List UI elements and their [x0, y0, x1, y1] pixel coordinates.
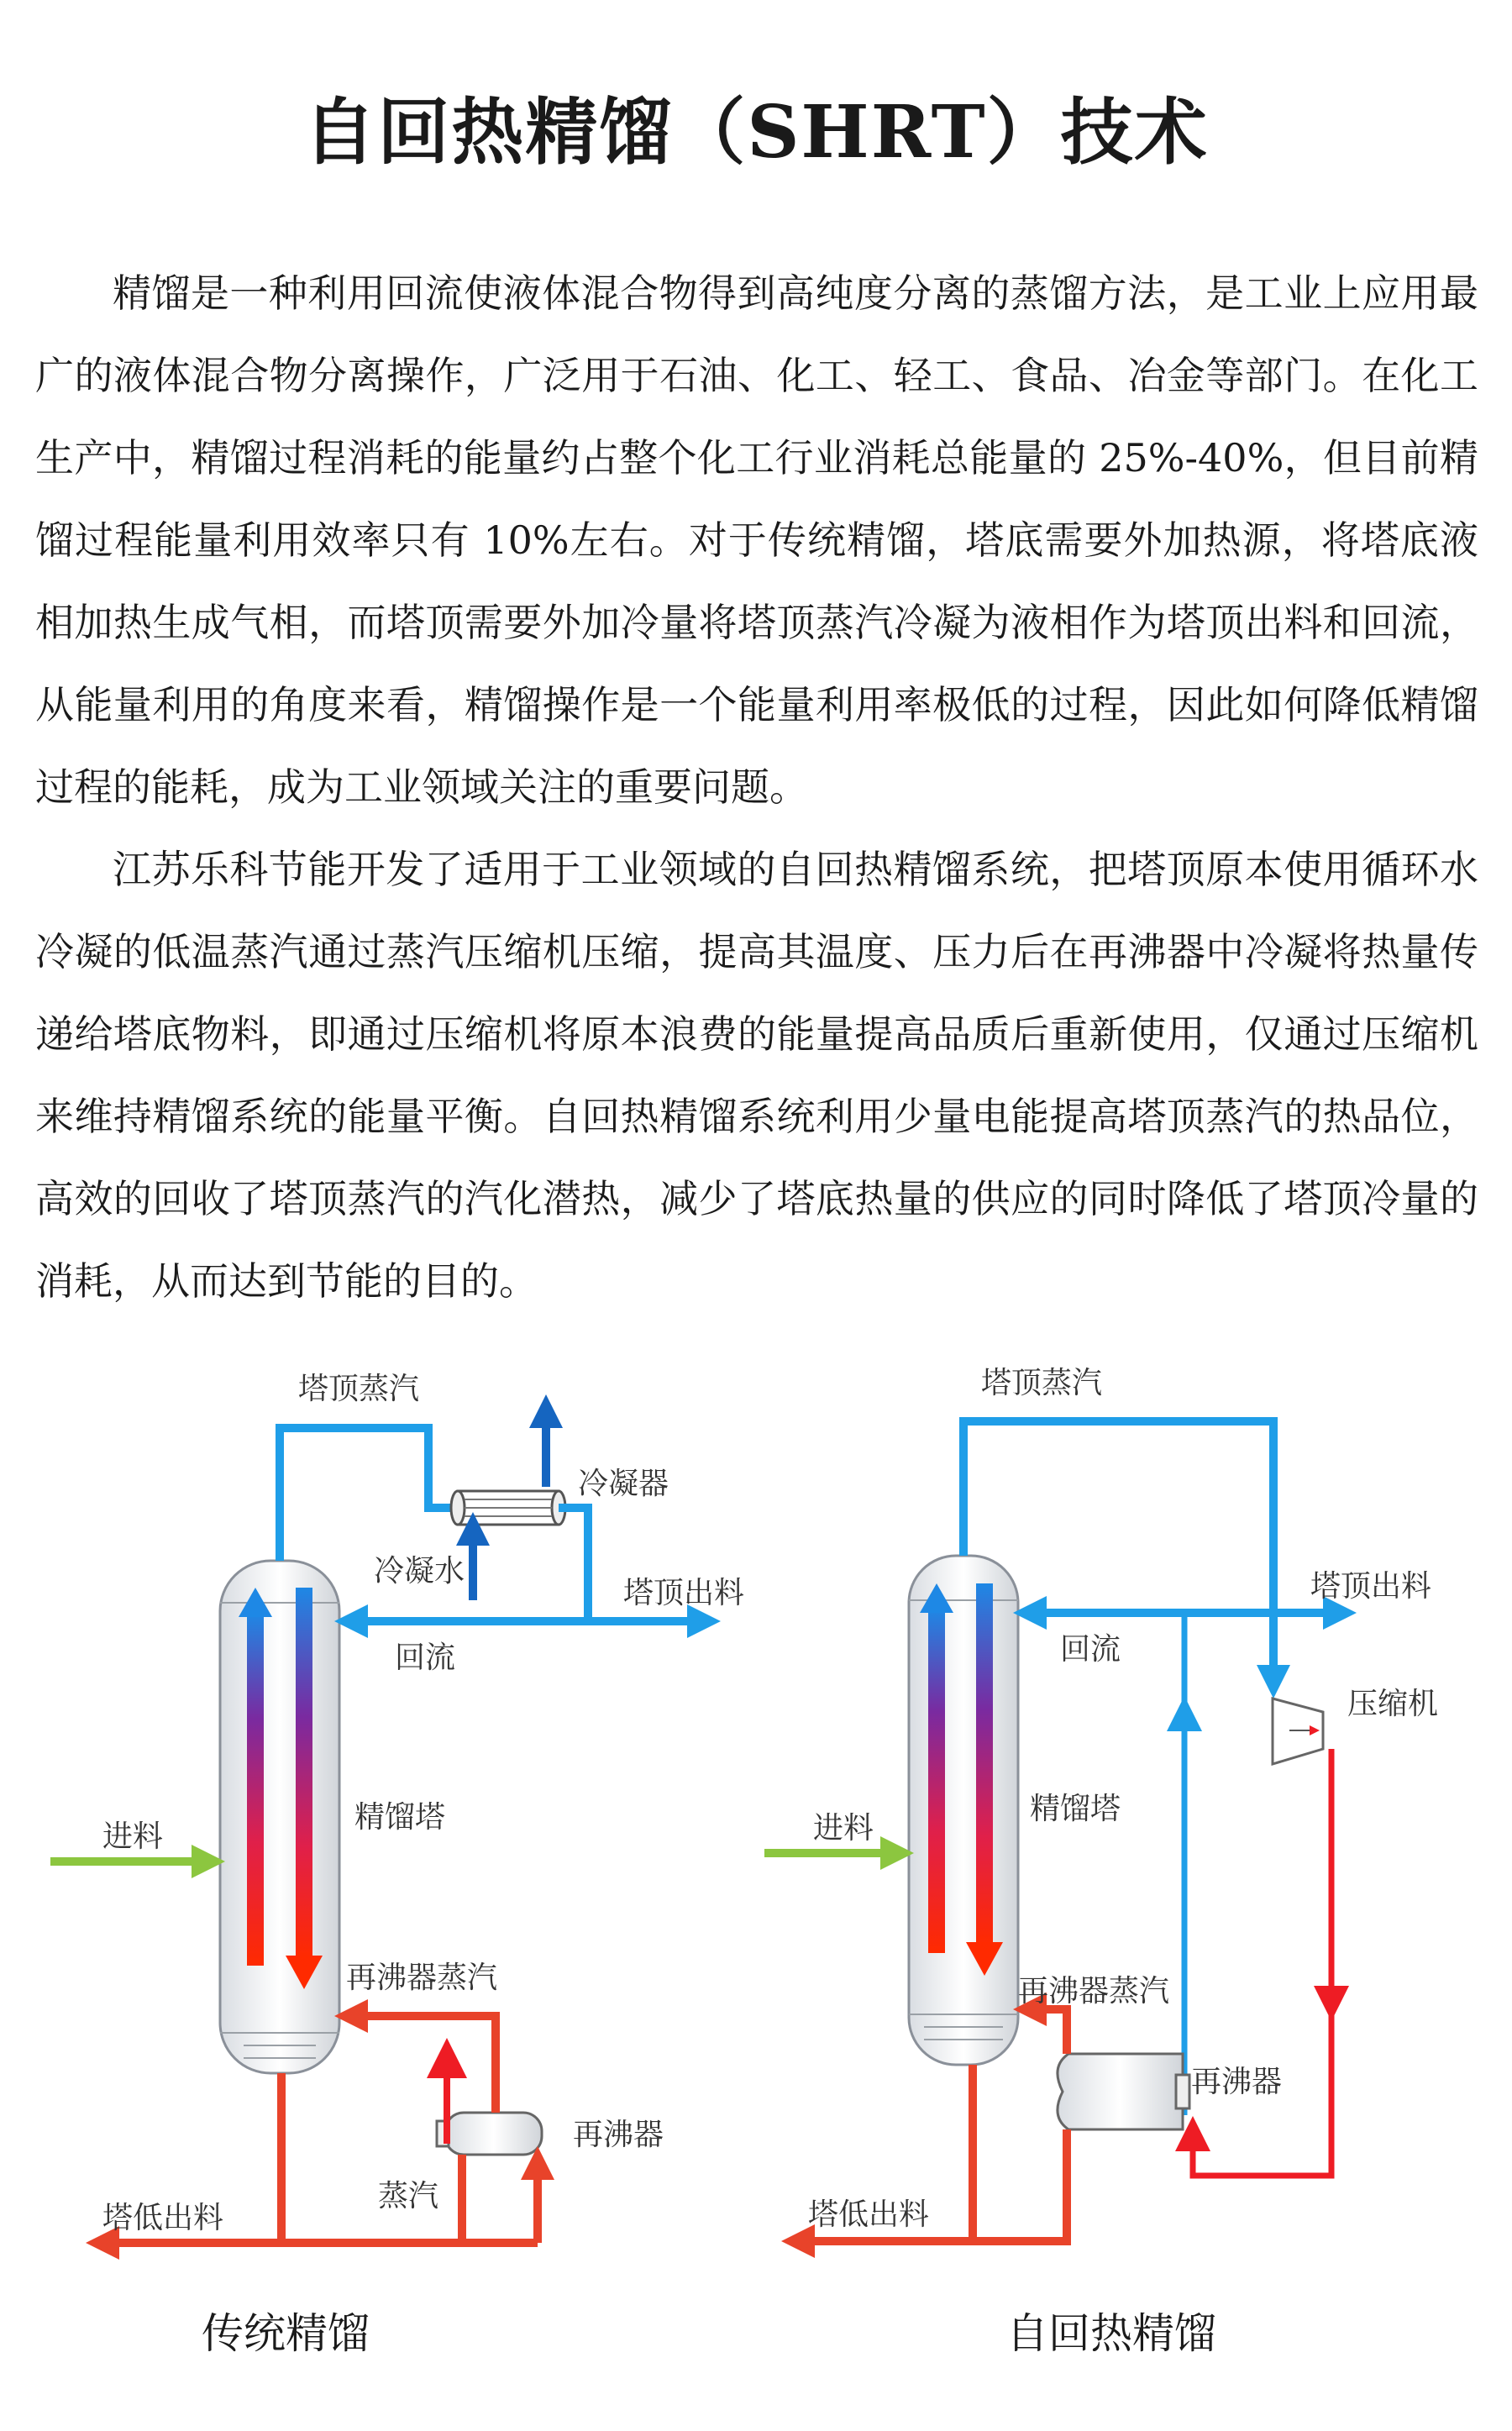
liquid-down-arrow — [296, 1588, 312, 1957]
condenser — [451, 1491, 565, 1525]
column-vessel — [909, 1556, 1018, 2065]
top-vapor-line — [280, 1428, 458, 1561]
vapor-up-arrow — [928, 1609, 945, 1953]
label-reboiler: 再沸器 — [573, 2118, 664, 2152]
body-text — [35, 252, 1478, 1322]
label-bottom-product: 塔低出料 — [808, 2197, 930, 2232]
label-bottom-product: 塔低出料 — [102, 2201, 224, 2235]
paragraph-1: 精馏是一种利用回流使液体混合物得到高纯度分离的蒸馏方法，是工业上应用最广的液体混合物分离操作，广泛用于石油、化工、轻工、食品、冶金等部门。在化工生产中，精馏过程消耗的能量约占整个化工行业消耗总能量的 25%-40%，但目前精馏过程能量利用效率只有 10%左右。对于传统精馏，塔底需要外加热源，将塔底液相加热生成气相，而塔顶需要外加冷量将塔顶蒸汽冷凝为液相作为塔顶出料和回流，从能量利用的角度来看，精馏操作是一个能量利用率极低的过程，因此如何降低精馏过程的能耗，成为工业领域关注的重要问题。 — [35, 270, 1478, 810]
label-reflux: 回流 — [1060, 1632, 1121, 1667]
label-top-product: 塔顶出料 — [623, 1576, 745, 1610]
shrt-diagram — [764, 1366, 1438, 2241]
liquid-down-arrow — [976, 1583, 993, 1945]
traditional-diagram — [50, 1372, 744, 2243]
label-reflux: 回流 — [395, 1641, 456, 1675]
label-top-vapor: 塔顶蒸汽 — [981, 1366, 1103, 1400]
compressor — [1273, 1699, 1323, 1764]
caption-traditional: 传统精馏 — [202, 2309, 370, 2358]
label-reboiler-steam: 再沸器蒸汽 — [346, 1961, 498, 1995]
reboiler-steam-line — [1030, 2009, 1067, 2054]
reboiler — [437, 2113, 542, 2155]
label-reboiler-steam: 再沸器蒸汽 — [1018, 1974, 1170, 2008]
label-column: 精馏塔 — [1030, 1792, 1121, 1826]
process-diagrams — [0, 1336, 1512, 2302]
label-compressor: 压缩机 — [1347, 1687, 1439, 1721]
vapor-up-arrow — [247, 1613, 264, 1966]
label-steam: 蒸汽 — [378, 2179, 439, 2213]
label-condenser: 冷凝器 — [578, 1467, 669, 1501]
caption-shrt: 自回热精馏 — [1006, 2309, 1216, 2358]
page-title: 自回热精馏（SHRT）技术 — [303, 90, 1209, 175]
label-top-product: 塔顶出料 — [1310, 1569, 1432, 1604]
label-reboiler: 再沸器 — [1191, 2065, 1283, 2099]
paragraph-2: 江苏乐科节能开发了适用于工业领域的自回热精馏系统，把塔顶原本使用循环水冷凝的低温蒸汽通过蒸汽压缩机压缩，提高其温度、压力后在再沸器中冷凝将热量传递给塔底物料，即通过压缩机将原本浪费的能量提高品质后重新使用，仅通过压缩机来维持精馏系统的能量平衡。自回热精馏系统利用少量电能提高塔顶蒸汽的热品位，高效的回收了塔顶蒸汽的汽化潜热，减少了塔底热量的供应的同时降低了塔顶冷量的消耗，从而达到节能的目的。 — [35, 847, 1478, 1304]
column-vessel — [220, 1561, 339, 2073]
label-feed: 进料 — [813, 1811, 874, 1846]
label-top-vapor: 塔顶蒸汽 — [298, 1372, 420, 1406]
label-cooling-water: 冷凝水 — [374, 1554, 465, 1588]
reboiler — [1058, 2054, 1189, 2129]
label-column: 精馏塔 — [354, 1800, 446, 1835]
label-feed: 进料 — [102, 1819, 164, 1854]
reboiler-steam-line — [351, 2016, 496, 2113]
